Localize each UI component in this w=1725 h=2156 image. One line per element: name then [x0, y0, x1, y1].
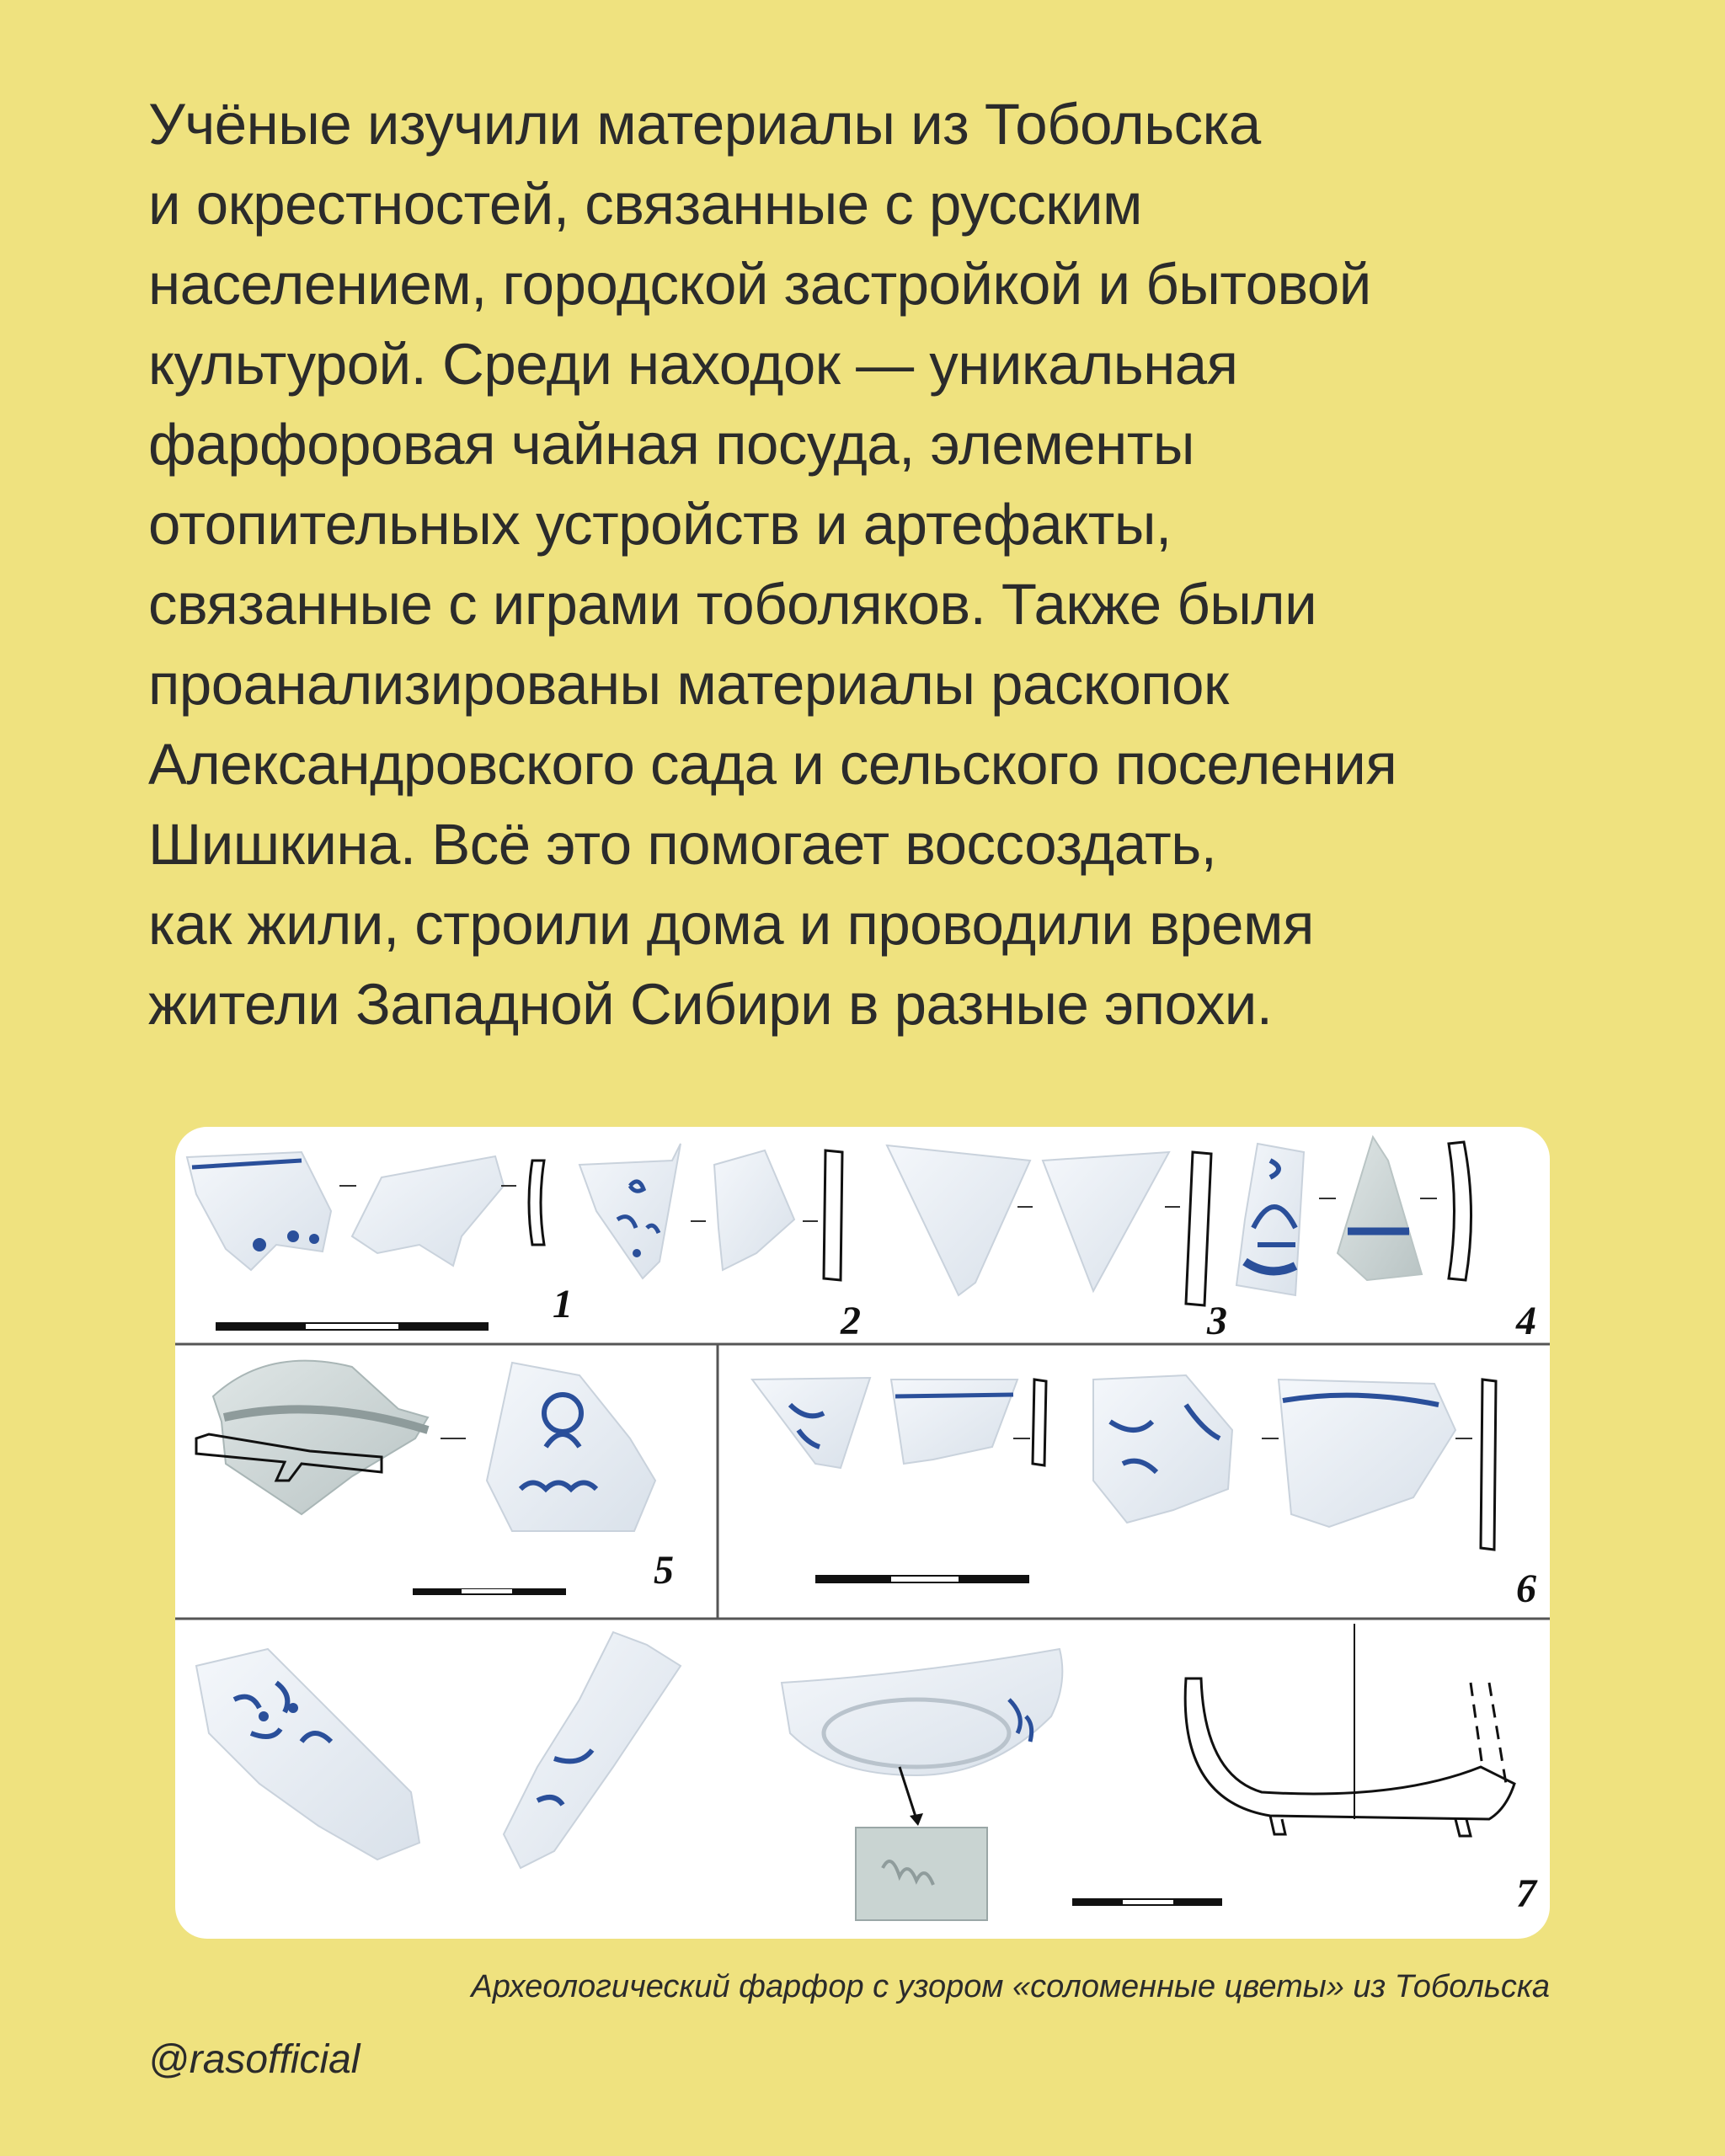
body-line: и окрестностей, связанные с русским — [148, 172, 1142, 237]
sherd-6 — [752, 1375, 1496, 1583]
sherd-2 — [579, 1144, 842, 1280]
body-line: Александровского сада и сельского поселения — [148, 732, 1397, 797]
figure-number: 6 — [1516, 1566, 1536, 1611]
porcelain-figure — [175, 1127, 1550, 1939]
sherd-1 — [187, 1152, 544, 1331]
body-line: жители Западной Сибири в разные эпохи. — [148, 972, 1273, 1037]
body-line: фарфоровая чайная посуда, элементы — [148, 412, 1194, 477]
figure-number: 5 — [654, 1548, 674, 1593]
porcelain-plate — [175, 1127, 1550, 1939]
figure-caption: Археологический фарфор с узором «соломенные цветы» из Тобольска — [471, 1969, 1550, 2004]
sherd-3 — [887, 1145, 1211, 1305]
body-line: Учёные изучили материалы из Тобольска — [148, 92, 1261, 157]
body-line: проанализированы материалы раскопок — [148, 652, 1229, 717]
sherd-4 — [1236, 1137, 1471, 1295]
body-line: населением, городской застройкой и бытовой — [148, 252, 1371, 317]
body-line: культурой. Среди находок — уникальная — [148, 332, 1238, 397]
sherd-7 — [196, 1624, 1514, 1920]
body-text — [148, 84, 1597, 1044]
account-handle[interactable]: @rasofficial — [148, 2037, 360, 2082]
body-line: связанные с играми тоболяков. Также были — [148, 572, 1317, 637]
figure-number: 3 — [1207, 1299, 1227, 1343]
sherd-5 — [196, 1361, 655, 1595]
figure-number: 7 — [1516, 1871, 1536, 1916]
body-line: отопительных устройств и артефакты, — [148, 492, 1172, 557]
body-line: Шишкина. Всё это помогает воссоздать, — [148, 812, 1217, 877]
body-line: как жили, строили дома и проводили время — [148, 892, 1314, 957]
figure-number: 2 — [841, 1299, 861, 1343]
figure-number: 4 — [1516, 1299, 1536, 1343]
figure-number: 1 — [553, 1282, 573, 1326]
